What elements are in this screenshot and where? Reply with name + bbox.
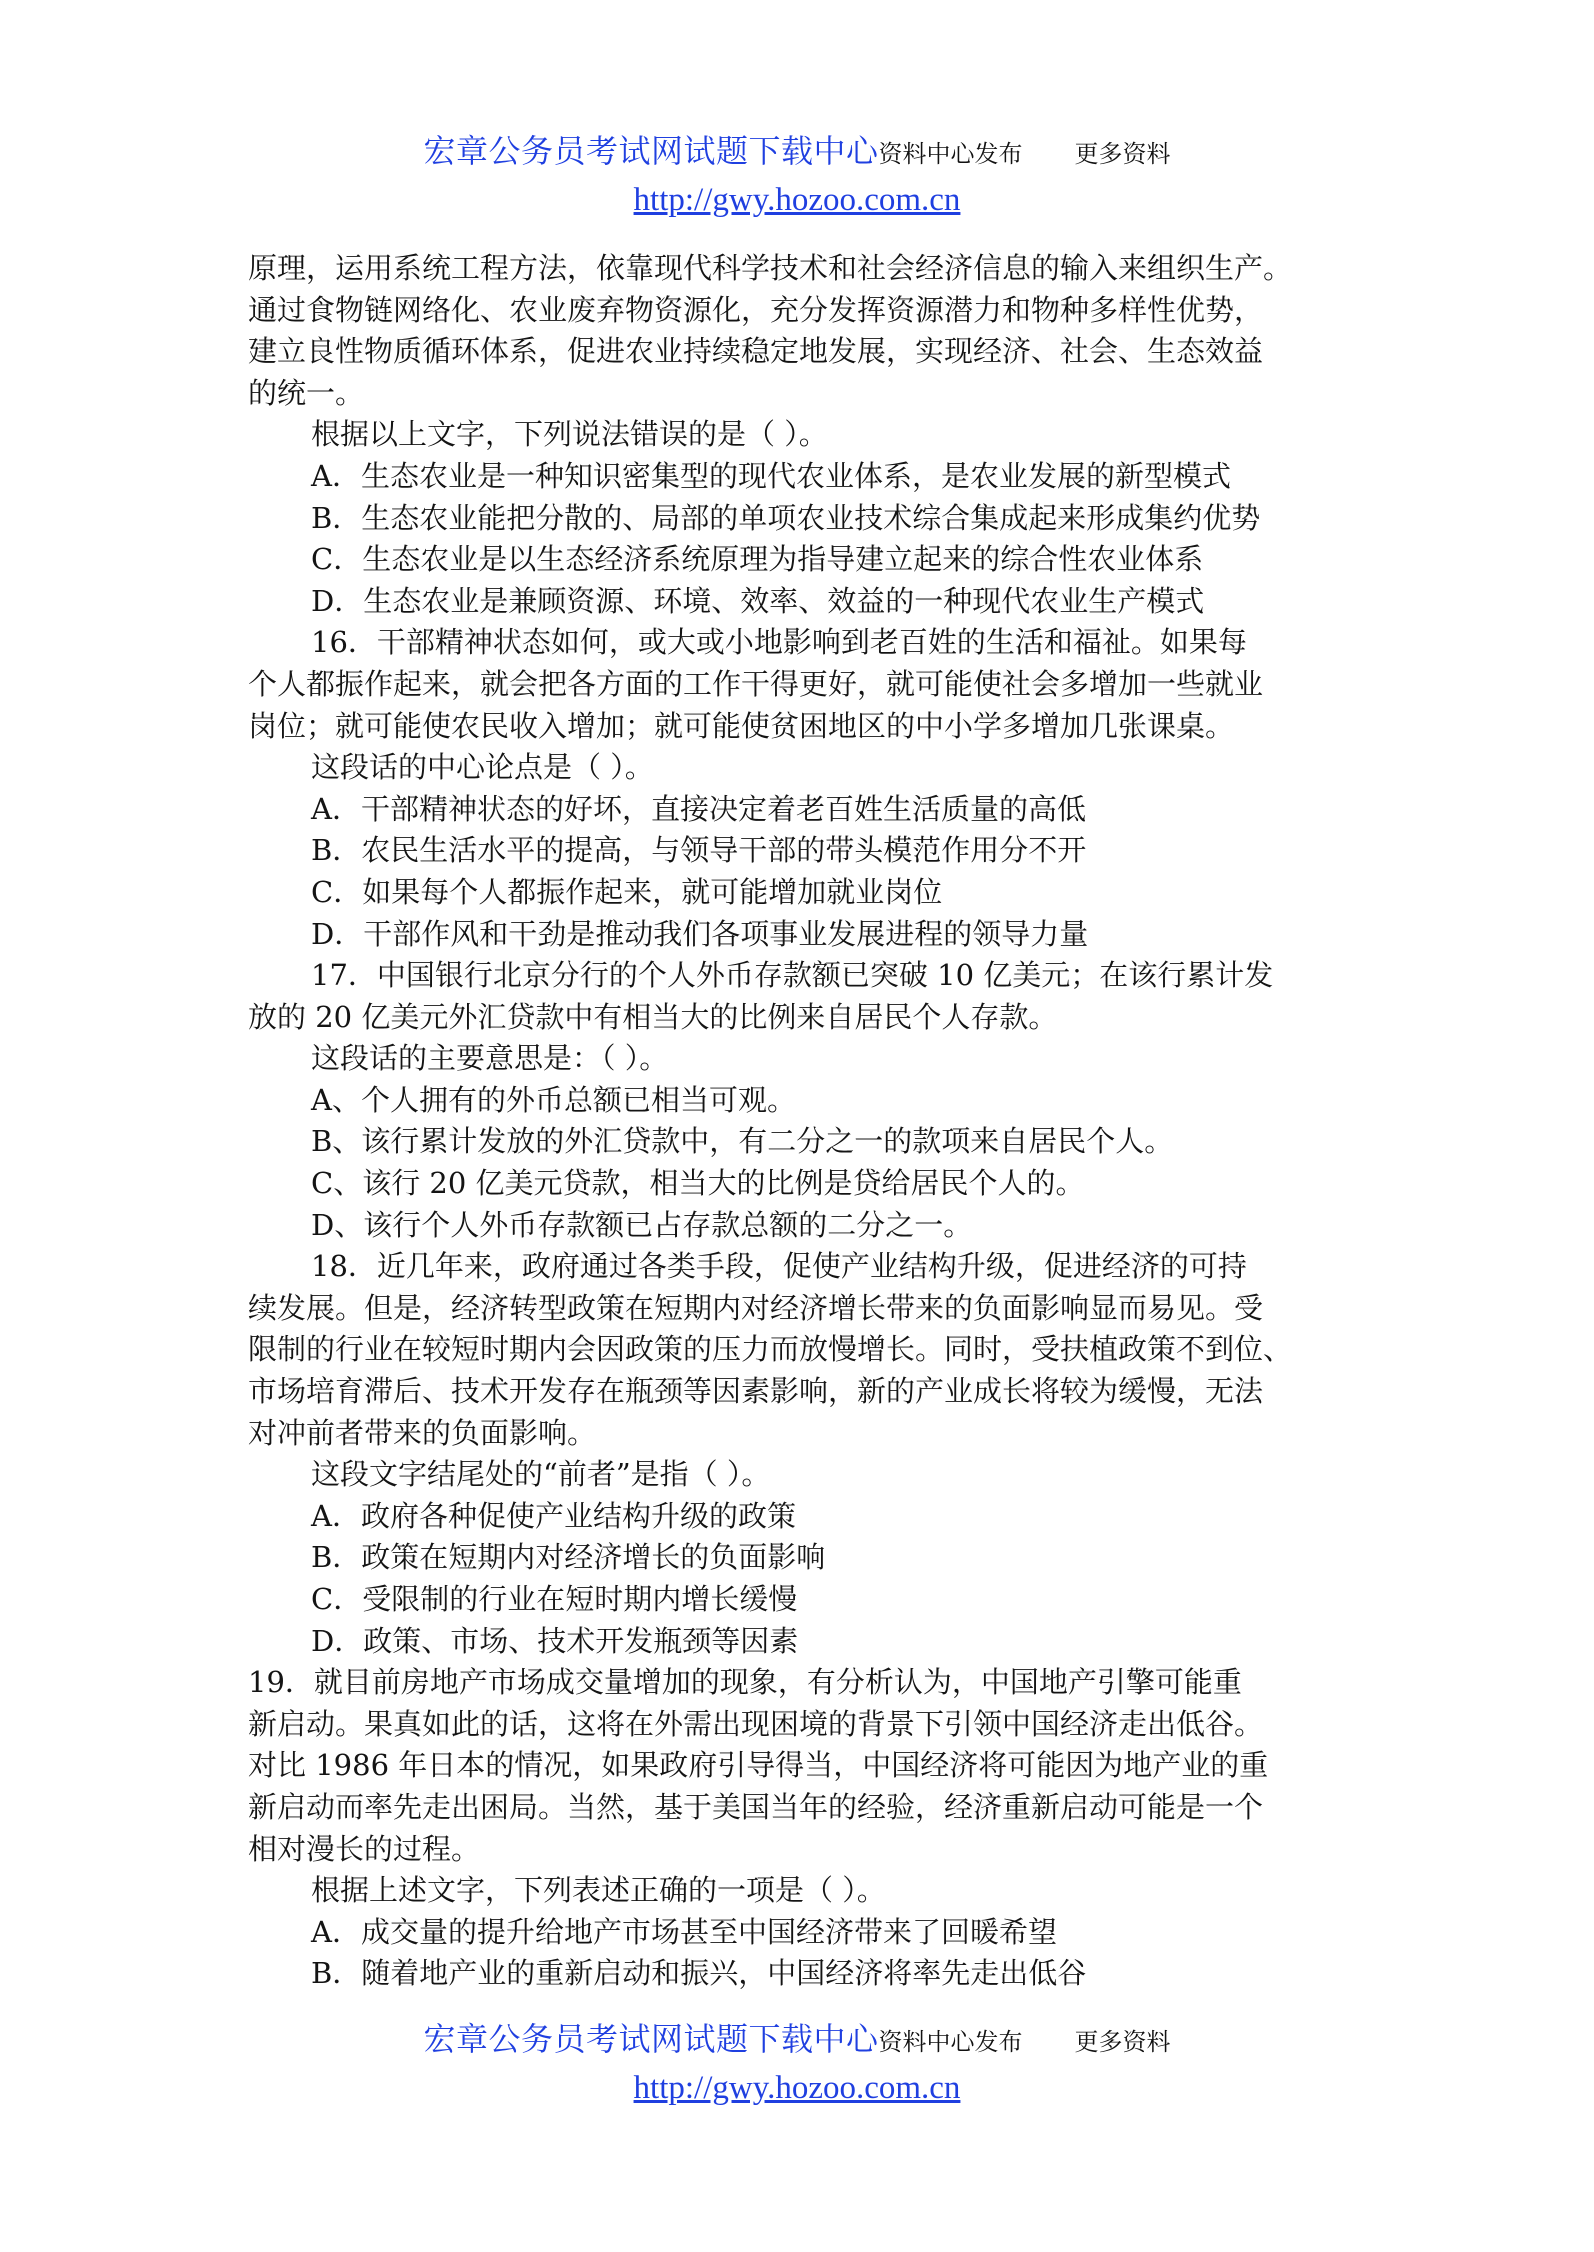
text-line: C、该行 20 亿美元贷款，相当大的比例是贷给居民个人的。 — [311, 1166, 1085, 1201]
text-line: D．干部作风和干劲是推动我们各项事业发展进程的领导力量 — [311, 916, 1089, 951]
text-line: 根据以上文字，下列说法错误的是（ ）。 — [311, 417, 828, 452]
text-line: 相对漫长的过程。 — [248, 1831, 481, 1866]
text-line: 新启动而率先走出困局。当然，基于美国当年的经验，经济重新启动可能是一个 — [248, 1789, 1264, 1824]
text-line: D．生态农业是兼顾资源、环境、效率、效益的一种现代农业生产模式 — [311, 583, 1205, 618]
text-line: 对冲前者带来的负面影响。 — [248, 1415, 597, 1450]
header-brand: 宏章公务员考试网试题下载中心 — [423, 132, 879, 170]
text-line: D．政策、市场、技术开发瓶颈等因素 — [311, 1623, 799, 1658]
text-line: C．如果每个人都振作起来，就可能增加就业岗位 — [311, 874, 943, 909]
text-line: 续发展。但是，经济转型政策在短期内对经济增长带来的负面影响显而易见。受 — [248, 1290, 1264, 1325]
text-line: A．成交量的提升给地产市场甚至中国经济带来了回暖希望 — [311, 1914, 1057, 1949]
footer-banner — [0, 2010, 1594, 2108]
footer-more-link[interactable]: 更多资料 — [1074, 2028, 1171, 2056]
text-line: 16．干部精神状态如何，或大或小地影响到老百姓的生活和福祉。如果每 — [311, 625, 1247, 660]
text-line: 19．就目前房地产市场成交量增加的现象，有分析认为，中国地产引擎可能重 — [248, 1665, 1242, 1700]
text-line: 新启动。果真如此的话，这将在外需出现困境的背景下引领中国经济走出低谷。 — [248, 1706, 1264, 1741]
header-more-link[interactable]: 更多资料 — [1074, 140, 1171, 168]
text-line: B、该行累计发放的外汇贷款中，有二分之一的款项来自居民个人。 — [311, 1124, 1174, 1159]
text-line: 通过食物链网络化、农业废弃物资源化，充分发挥资源潜力和物种多样性优势， — [248, 292, 1264, 327]
text-line: 放的 20 亿美元外汇贷款中有相当大的比例来自居民个人存款。 — [248, 999, 1058, 1034]
text-line: B．生态农业能把分散的、局部的单项农业技术综合集成起来形成集约优势 — [311, 500, 1261, 535]
text-line: 这段话的主要意思是：（ ）。 — [311, 1041, 669, 1076]
text-line: 对比 1986 年日本的情况，如果政府引导得当，中国经济将可能因为地产业的重 — [248, 1748, 1269, 1783]
text-line: 原理，运用系统工程方法，依靠现代科学技术和社会经济信息的输入来组织生产。 — [248, 251, 1293, 285]
header-title-line — [0, 122, 1594, 180]
header-publish-text: 资料中心发布 — [878, 140, 1023, 168]
text-line: 建立良性物质循环体系，促进农业持续稳定地发展，实现经济、社会、生态效益 — [248, 334, 1264, 369]
text-line: 17．中国银行北京分行的个人外币存款额已突破 10 亿美元；在该行累计发 — [311, 958, 1274, 993]
text-line: 市场培育滞后、技术开发存在瓶颈等因素影响，新的产业成长将较为缓慢，无法 — [248, 1374, 1264, 1409]
footer-publish-text: 资料中心发布 — [878, 2028, 1023, 2056]
text-line: D、该行个人外币存款额已占存款总额的二分之一。 — [311, 1207, 973, 1242]
text-line: 限制的行业在较短时期内会因政策的压力而放慢增长。同时，受扶植政策不到位、 — [248, 1332, 1293, 1367]
text-line: B．政策在短期内对经济增长的负面影响 — [311, 1540, 826, 1575]
text-line: A．生态农业是一种知识密集型的现代农业体系，是农业发展的新型模式 — [311, 458, 1231, 493]
text-line: C．受限制的行业在短时期内增长缓慢 — [311, 1582, 798, 1616]
header-banner — [0, 122, 1594, 220]
text-line: 根据上述文字，下列表述正确的一项是（ ）。 — [311, 1873, 886, 1908]
text-line: A、个人拥有的外币总额已相当可观。 — [311, 1082, 796, 1117]
text-line: C．生态农业是以生态经济系统原理为指导建立起来的综合性农业体系 — [311, 542, 1204, 577]
text-line: A．干部精神状态的好坏，直接决定着老百姓生活质量的高低 — [311, 791, 1086, 826]
text-line: A．政府各种促使产业结构升级的政策 — [311, 1498, 796, 1533]
text-line: 个人都振作起来，就会把各方面的工作干得更好，就可能使社会多增加一些就业 — [248, 666, 1264, 701]
text-line: 这段文字结尾处的“前者”是指（ ）。 — [311, 1457, 771, 1492]
text-line: B．农民生活水平的提高，与领导干部的带头模范作用分不开 — [311, 833, 1087, 868]
footer-url-link[interactable]: http://gwy.hozoo.com.cn — [633, 2070, 961, 2106]
text-line: 18．近几年来，政府通过各类手段，促使产业结构升级，促进经济的可持 — [311, 1249, 1247, 1284]
document-body — [248, 248, 1366, 1995]
text-line: 这段话的中心论点是（ ）。 — [311, 750, 654, 785]
header-url-link[interactable]: http://gwy.hozoo.com.cn — [633, 182, 961, 218]
text-line: B．随着地产业的重新启动和振兴，中国经济将率先走出低谷 — [311, 1956, 1087, 1991]
text-line: 的统一。 — [248, 375, 365, 410]
footer-brand: 宏章公务员考试网试题下载中心 — [423, 2020, 879, 2058]
footer-title-line — [0, 2010, 1594, 2068]
text-line: 岗位；就可能使农民收入增加；就可能使贫困地区的中小学多增加几张课桌。 — [248, 708, 1235, 743]
